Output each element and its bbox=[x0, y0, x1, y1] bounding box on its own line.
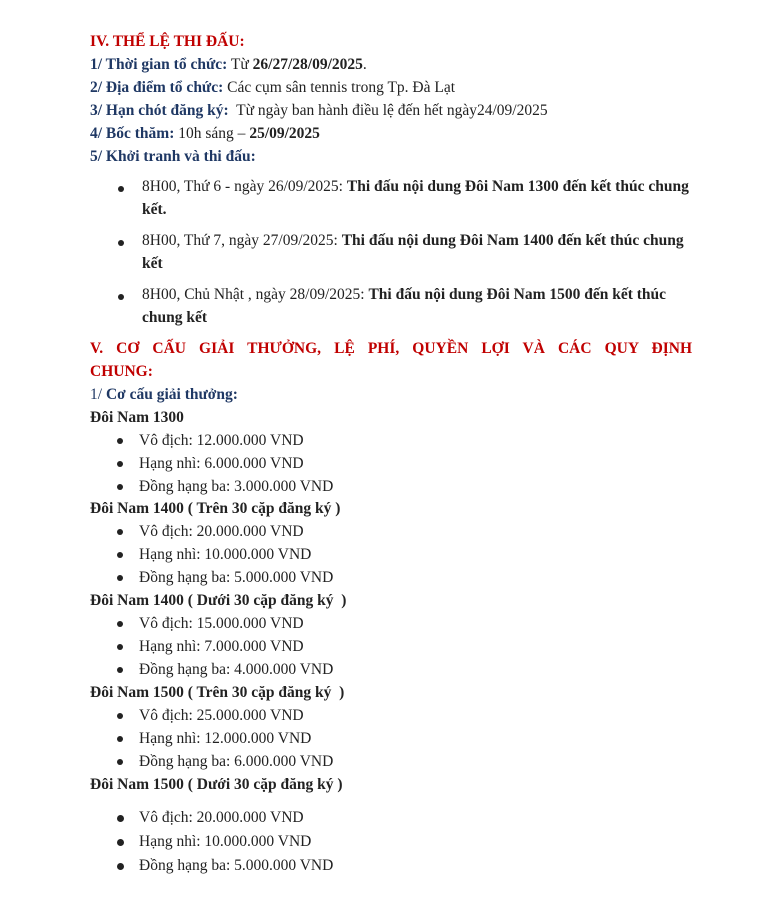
prize-label-num: 1/ bbox=[90, 386, 106, 403]
bullet-icon bbox=[117, 644, 123, 650]
draw-value: 10h sáng – bbox=[174, 125, 250, 142]
deadline-row bbox=[90, 101, 548, 121]
prize-item: Đồng hạng ba: 5.000.000 VND bbox=[139, 569, 334, 586]
prize-structure-label bbox=[90, 385, 238, 405]
prize-item: Hạng nhì: 12.000.000 VND bbox=[139, 730, 312, 747]
bullet-icon bbox=[117, 863, 124, 870]
schedule-label: 5/ Khởi tranh và thi đấu: bbox=[90, 148, 256, 165]
schedule-item bbox=[142, 283, 692, 329]
bullet-icon bbox=[118, 186, 124, 192]
group-title: Đôi Nam 1300 bbox=[90, 409, 184, 426]
group-title: Đôi Nam 1400 ( Dưới 30 cặp đăng ký ) bbox=[90, 592, 347, 609]
bullet-icon bbox=[117, 815, 124, 822]
prize-label: Cơ cấu giải thưởng: bbox=[105, 386, 238, 403]
bullet-icon bbox=[118, 240, 124, 246]
draw-date: 25/09/2025 bbox=[249, 125, 320, 142]
schedule-event: Thi đấu nội dung Đôi Nam 1500 đến kết thúc chung kết bbox=[142, 286, 667, 326]
prize-item: Vô địch: 25.000.000 VND bbox=[139, 707, 304, 724]
schedule-time: 8H00, Thứ 6 - ngày 26/09/2025: bbox=[142, 178, 347, 195]
venue-label: 2/ Địa điểm tổ chức: bbox=[90, 79, 224, 96]
schedule-item bbox=[142, 175, 692, 221]
bullet-icon bbox=[118, 294, 124, 300]
time-suffix: . bbox=[362, 56, 367, 73]
group-title: Đôi Nam 1400 ( Trên 30 cặp đăng ký ) bbox=[90, 500, 341, 517]
bullet-icon bbox=[117, 438, 123, 444]
time-row bbox=[90, 55, 367, 75]
bullet-icon bbox=[117, 621, 123, 627]
schedule-item bbox=[142, 229, 692, 275]
group-title: Đôi Nam 1500 ( Trên 30 cặp đăng ký ) bbox=[90, 684, 345, 701]
section-5-title: V. CƠ CẤU GIẢI THƯỞNG, LỆ PHÍ, QUYỀN LỢI VÀ CÁC QUY ĐỊNH bbox=[90, 340, 692, 357]
prize-item: Hạng nhì: 7.000.000 VND bbox=[139, 638, 304, 655]
prize-item: Đồng hạng ba: 3.000.000 VND bbox=[139, 478, 334, 495]
prize-item: Hạng nhì: 10.000.000 VND bbox=[139, 833, 312, 850]
bullet-icon bbox=[117, 461, 123, 467]
draw-row bbox=[90, 124, 320, 144]
bullet-icon bbox=[117, 575, 123, 581]
bullet-icon bbox=[117, 552, 123, 558]
time-label: 1/ Thời gian tổ chức: bbox=[90, 56, 228, 73]
prize-item: Vô địch: 15.000.000 VND bbox=[139, 615, 304, 632]
venue-row bbox=[90, 78, 455, 98]
schedule-event: Thi đấu nội dung Đôi Nam 1300 đến kết thúc chung kết. bbox=[142, 178, 689, 218]
prize-item: Vô địch: 20.000.000 VND bbox=[139, 523, 304, 540]
prize-item: Đồng hạng ba: 4.000.000 VND bbox=[139, 661, 334, 678]
bullet-icon bbox=[117, 484, 123, 490]
draw-label: 4/ Bốc thăm: bbox=[90, 125, 175, 142]
prize-item: Hạng nhì: 6.000.000 VND bbox=[139, 455, 304, 472]
bullet-icon bbox=[117, 759, 123, 765]
prize-item: Hạng nhì: 10.000.000 VND bbox=[139, 546, 312, 563]
prize-item: Đồng hạng ba: 5.000.000 VND bbox=[139, 857, 334, 874]
bullet-icon bbox=[117, 839, 124, 846]
venue-value: Các cụm sân tennis trong Tp. Đà Lạt bbox=[223, 79, 456, 96]
schedule-time: 8H00, Thứ 7, ngày 27/09/2025: bbox=[142, 232, 342, 249]
section-4-title: IV. THỂ LỆ THI ĐẤU: bbox=[90, 33, 245, 50]
group-title: Đôi Nam 1500 ( Dưới 30 cặp đăng ký ) bbox=[90, 776, 343, 793]
bullet-icon bbox=[117, 667, 123, 673]
prize-item: Vô địch: 20.000.000 VND bbox=[139, 809, 304, 826]
deadline-value: Từ ngày ban hành điều lệ đến hết ngày24/09/2025 bbox=[228, 102, 548, 119]
bullet-icon bbox=[117, 736, 123, 742]
bullet-icon bbox=[117, 713, 123, 719]
schedule-time: 8H00, Chủ Nhật , ngày 28/09/2025: bbox=[142, 286, 369, 303]
time-prefix: Từ bbox=[227, 56, 253, 73]
deadline-label: 3/ Hạn chót đăng ký: bbox=[90, 102, 229, 119]
prize-item: Đồng hạng ba: 6.000.000 VND bbox=[139, 753, 334, 770]
prize-item: Vô địch: 12.000.000 VND bbox=[139, 432, 304, 449]
bullet-icon bbox=[117, 529, 123, 535]
schedule-event: Thi đấu nội dung Đôi Nam 1400 đến kết thúc chung kết bbox=[142, 232, 684, 272]
time-value: 26/27/28/09/2025 bbox=[252, 56, 363, 73]
section-5-title-cont: CHUNG: bbox=[90, 363, 153, 380]
